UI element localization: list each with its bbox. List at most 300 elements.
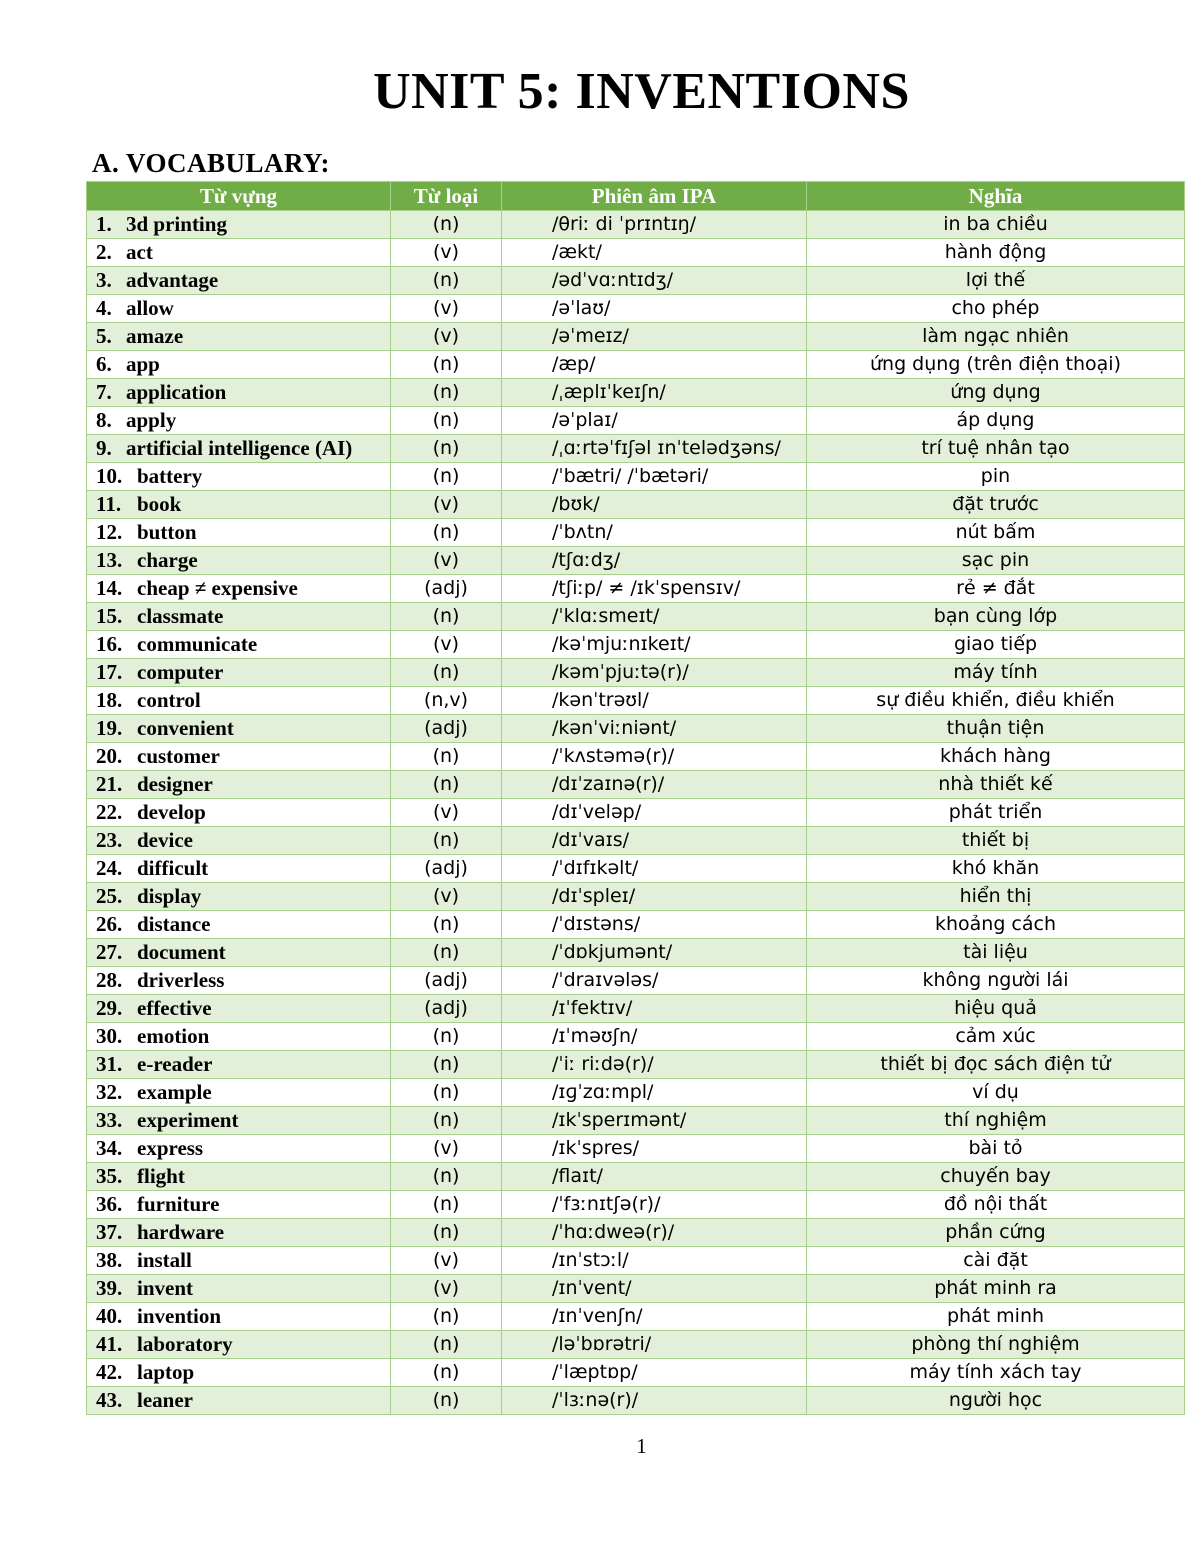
row-number: 18.	[96, 688, 123, 712]
cell-part-of-speech: (v)	[391, 883, 502, 911]
row-number: 24.	[96, 856, 123, 880]
vocab-word: battery	[137, 464, 203, 488]
vocab-word: advantage	[126, 268, 219, 292]
row-number: 8.	[96, 408, 112, 432]
cell-meaning: ví dụ	[807, 1079, 1185, 1107]
table-row	[87, 1135, 1185, 1163]
cell-ipa: /ɪkˈspres/	[502, 1135, 807, 1163]
cell-part-of-speech: (n)	[391, 435, 502, 463]
cell-word	[87, 771, 391, 799]
cell-word	[87, 1107, 391, 1135]
cell-word	[87, 715, 391, 743]
vocab-word: apply	[126, 408, 177, 432]
cell-part-of-speech: (n)	[391, 1387, 502, 1415]
row-number: 16.	[96, 632, 123, 656]
cell-meaning: chuyến bay	[807, 1163, 1185, 1191]
cell-ipa: /ˈklɑːsmeɪt/	[502, 603, 807, 631]
cell-part-of-speech: (n)	[391, 1023, 502, 1051]
cell-word	[87, 1135, 391, 1163]
cell-word	[87, 603, 391, 631]
page-number: 1	[636, 1434, 647, 1458]
table-row	[87, 1247, 1185, 1275]
cell-part-of-speech: (v)	[391, 547, 502, 575]
cell-part-of-speech: (n)	[391, 659, 502, 687]
cell-part-of-speech: (n)	[391, 519, 502, 547]
vocab-word: amaze	[126, 324, 184, 348]
table-row	[87, 295, 1185, 323]
row-number: 3.	[96, 268, 112, 292]
cell-part-of-speech: (n)	[391, 1163, 502, 1191]
vocabulary-table	[86, 181, 1185, 1415]
row-number: 13.	[96, 548, 123, 572]
row-number: 28.	[96, 968, 123, 992]
cell-word	[87, 211, 391, 239]
vocab-word: cheap ≠ expensive	[137, 576, 298, 600]
cell-meaning: ứng dụng (trên điện thoại)	[807, 351, 1185, 379]
cell-ipa: /ɪˈməʊʃn/	[502, 1023, 807, 1051]
cell-meaning: thí nghiệm	[807, 1107, 1185, 1135]
cell-word	[87, 1247, 391, 1275]
cell-part-of-speech: (v)	[391, 1275, 502, 1303]
table-row	[87, 771, 1185, 799]
cell-word	[87, 659, 391, 687]
cell-meaning: cho phép	[807, 295, 1185, 323]
cell-word	[87, 799, 391, 827]
cell-ipa: /kənˈtrəʊl/	[502, 687, 807, 715]
table-row	[87, 967, 1185, 995]
cell-word	[87, 1303, 391, 1331]
vocab-word: book	[137, 492, 182, 516]
cell-part-of-speech: (v)	[391, 1135, 502, 1163]
cell-meaning: nhà thiết kế	[807, 771, 1185, 799]
cell-word	[87, 267, 391, 295]
cell-meaning: khách hàng	[807, 743, 1185, 771]
cell-ipa: /kəmˈpjuːtə(r)/	[502, 659, 807, 687]
cell-word	[87, 295, 391, 323]
cell-part-of-speech: (v)	[391, 799, 502, 827]
cell-ipa: /dɪˈspleɪ/	[502, 883, 807, 911]
cell-ipa: /ˈbʌtn/	[502, 519, 807, 547]
vocab-word: device	[137, 828, 193, 852]
table-row	[87, 855, 1185, 883]
cell-ipa: /ˈbætri/ /ˈbætəri/	[502, 463, 807, 491]
cell-part-of-speech: (n)	[391, 603, 502, 631]
cell-meaning: phát minh	[807, 1303, 1185, 1331]
table-row	[87, 1331, 1185, 1359]
row-number: 35.	[96, 1164, 123, 1188]
cell-ipa: /ədˈvɑːntɪdʒ/	[502, 267, 807, 295]
cell-part-of-speech: (adj)	[391, 967, 502, 995]
cell-ipa: /ləˈbɒrətri/	[502, 1331, 807, 1359]
row-number: 34.	[96, 1136, 123, 1160]
cell-meaning: thiết bị	[807, 827, 1185, 855]
cell-meaning: khó khăn	[807, 855, 1185, 883]
cell-ipa: /ɪnˈstɔːl/	[502, 1247, 807, 1275]
row-number: 32.	[96, 1080, 123, 1104]
cell-word	[87, 855, 391, 883]
vocab-word: computer	[137, 660, 224, 684]
cell-part-of-speech: (n)	[391, 211, 502, 239]
vocab-word: charge	[137, 548, 198, 572]
vocab-word: laboratory	[137, 1332, 233, 1356]
cell-word	[87, 939, 391, 967]
cell-part-of-speech: (v)	[391, 1247, 502, 1275]
cell-ipa: /ˌɑːrtəˈfɪʃəl ɪnˈtelədʒəns/	[502, 435, 807, 463]
cell-meaning: sạc pin	[807, 547, 1185, 575]
row-number: 19.	[96, 716, 123, 740]
cell-ipa: /ˈdɒkjumənt/	[502, 939, 807, 967]
cell-ipa: /kəˈmjuːnɪkeɪt/	[502, 631, 807, 659]
cell-word	[87, 1275, 391, 1303]
row-number: 40.	[96, 1304, 123, 1328]
table-row	[87, 1023, 1185, 1051]
cell-meaning: trí tuệ nhân tạo	[807, 435, 1185, 463]
cell-part-of-speech: (n)	[391, 1079, 502, 1107]
table-row	[87, 1219, 1185, 1247]
cell-meaning: thuận tiện	[807, 715, 1185, 743]
cell-ipa: /tʃɑːdʒ/	[502, 547, 807, 575]
table-row	[87, 351, 1185, 379]
cell-part-of-speech: (n)	[391, 407, 502, 435]
table-body	[87, 211, 1185, 1415]
table-row	[87, 1163, 1185, 1191]
cell-ipa: /ˈlæptɒp/	[502, 1359, 807, 1387]
table-row	[87, 939, 1185, 967]
cell-ipa: /dɪˈvaɪs/	[502, 827, 807, 855]
cell-ipa: /æp/	[502, 351, 807, 379]
table-row	[87, 659, 1185, 687]
vocab-word: display	[137, 884, 202, 908]
table-row	[87, 547, 1185, 575]
cell-meaning: cài đặt	[807, 1247, 1185, 1275]
table-row	[87, 211, 1185, 239]
table-row	[87, 239, 1185, 267]
row-number: 29.	[96, 996, 123, 1020]
cell-meaning: hiệu quả	[807, 995, 1185, 1023]
row-number: 17.	[96, 660, 123, 684]
vocab-word: effective	[137, 996, 212, 1020]
cell-ipa: /ɪˈfektɪv/	[502, 995, 807, 1023]
vocab-word: emotion	[137, 1024, 210, 1048]
cell-word	[87, 323, 391, 351]
vocab-word: laptop	[137, 1360, 195, 1384]
cell-meaning: phòng thí nghiệm	[807, 1331, 1185, 1359]
table-row	[87, 995, 1185, 1023]
cell-meaning: pin	[807, 463, 1185, 491]
row-number: 10.	[96, 464, 123, 488]
vocab-word: furniture	[137, 1192, 220, 1216]
cell-word	[87, 1079, 391, 1107]
cell-word	[87, 379, 391, 407]
cell-part-of-speech: (n)	[391, 1051, 502, 1079]
cell-word	[87, 1163, 391, 1191]
row-number: 7.	[96, 380, 112, 404]
cell-part-of-speech: (n)	[391, 463, 502, 491]
row-number: 36.	[96, 1192, 123, 1216]
cell-ipa: /əˈlaʊ/	[502, 295, 807, 323]
cell-meaning: nút bấm	[807, 519, 1185, 547]
cell-meaning: lợi thế	[807, 267, 1185, 295]
cell-word	[87, 1051, 391, 1079]
table-row	[87, 1303, 1185, 1331]
row-number: 1.	[96, 212, 112, 236]
table-row	[87, 1191, 1185, 1219]
cell-word	[87, 1191, 391, 1219]
vocab-word: difficult	[137, 856, 209, 880]
row-number: 14.	[96, 576, 123, 600]
vocab-word: customer	[137, 744, 220, 768]
table-row	[87, 715, 1185, 743]
cell-part-of-speech: (n)	[391, 771, 502, 799]
table-row	[87, 1359, 1185, 1387]
cell-ipa: /ˈlɜːnə(r)/	[502, 1387, 807, 1415]
table-row	[87, 799, 1185, 827]
table-row	[87, 1107, 1185, 1135]
cell-word	[87, 1219, 391, 1247]
cell-meaning: sự điều khiển, điều khiển	[807, 687, 1185, 715]
vocab-word: classmate	[137, 604, 224, 628]
vocab-word: leaner	[137, 1388, 193, 1412]
cell-word	[87, 435, 391, 463]
table-row	[87, 1079, 1185, 1107]
cell-meaning: bài tỏ	[807, 1135, 1185, 1163]
section-heading: A. VOCABULARY:	[92, 148, 331, 178]
cell-word	[87, 547, 391, 575]
vocab-word: distance	[137, 912, 211, 936]
cell-meaning: phần cứng	[807, 1219, 1185, 1247]
cell-part-of-speech: (v)	[391, 631, 502, 659]
table-row	[87, 1051, 1185, 1079]
cell-ipa: /dɪˈveləp/	[502, 799, 807, 827]
cell-part-of-speech: (n)	[391, 1191, 502, 1219]
cell-meaning: đặt trước	[807, 491, 1185, 519]
cell-meaning: cảm xúc	[807, 1023, 1185, 1051]
row-number: 31.	[96, 1052, 123, 1076]
cell-word	[87, 967, 391, 995]
cell-ipa: /ɪɡˈzɑːmpl/	[502, 1079, 807, 1107]
cell-part-of-speech: (n)	[391, 267, 502, 295]
header-part-of-speech: Từ loại	[391, 182, 502, 211]
row-number: 27.	[96, 940, 123, 964]
row-number: 41.	[96, 1332, 123, 1356]
vocab-word: control	[137, 688, 201, 712]
table-row	[87, 883, 1185, 911]
cell-meaning: máy tính xách tay	[807, 1359, 1185, 1387]
cell-meaning: máy tính	[807, 659, 1185, 687]
table-row	[87, 267, 1185, 295]
vocab-word: convenient	[137, 716, 234, 740]
cell-meaning: làm ngạc nhiên	[807, 323, 1185, 351]
cell-ipa: /kənˈviːniənt/	[502, 715, 807, 743]
cell-word	[87, 631, 391, 659]
cell-part-of-speech: (n)	[391, 743, 502, 771]
cell-word	[87, 491, 391, 519]
cell-part-of-speech: (v)	[391, 491, 502, 519]
row-number: 30.	[96, 1024, 123, 1048]
cell-word	[87, 687, 391, 715]
cell-part-of-speech: (n)	[391, 911, 502, 939]
cell-ipa: /dɪˈzaɪnə(r)/	[502, 771, 807, 799]
table-row	[87, 575, 1185, 603]
cell-meaning: thiết bị đọc sách điện tử	[807, 1051, 1185, 1079]
row-number: 2.	[96, 240, 112, 264]
cell-word	[87, 519, 391, 547]
vocab-word: develop	[137, 800, 206, 824]
row-number: 6.	[96, 352, 112, 376]
cell-meaning: người học	[807, 1387, 1185, 1415]
vocab-word: e-reader	[137, 1052, 213, 1076]
cell-word	[87, 1331, 391, 1359]
row-number: 12.	[96, 520, 123, 544]
cell-meaning: phát triển	[807, 799, 1185, 827]
table-row	[87, 463, 1185, 491]
vocab-word: express	[137, 1136, 204, 1160]
cell-ipa: /ækt/	[502, 239, 807, 267]
row-number: 21.	[96, 772, 123, 796]
cell-word	[87, 463, 391, 491]
cell-ipa: /ˈdɪstəns/	[502, 911, 807, 939]
row-number: 23.	[96, 828, 123, 852]
table-row	[87, 379, 1185, 407]
cell-part-of-speech: (n)	[391, 379, 502, 407]
cell-ipa: /ˈhɑːdweə(r)/	[502, 1219, 807, 1247]
vocab-word: example	[137, 1080, 212, 1104]
cell-word	[87, 995, 391, 1023]
vocab-word: allow	[126, 296, 174, 320]
cell-word	[87, 1359, 391, 1387]
cell-ipa: /ˌæplɪˈkeɪʃn/	[502, 379, 807, 407]
row-number: 11.	[96, 492, 122, 516]
row-number: 37.	[96, 1220, 123, 1244]
vocab-word: app	[126, 352, 160, 376]
table-row	[87, 603, 1185, 631]
cell-part-of-speech: (v)	[391, 295, 502, 323]
vocab-word: hardware	[137, 1220, 225, 1244]
cell-part-of-speech: (n)	[391, 827, 502, 855]
cell-ipa: /əˈplaɪ/	[502, 407, 807, 435]
cell-meaning: bạn cùng lớp	[807, 603, 1185, 631]
vocab-word: act	[126, 240, 153, 264]
vocab-word: designer	[137, 772, 213, 796]
row-number: 43.	[96, 1388, 123, 1412]
cell-part-of-speech: (adj)	[391, 575, 502, 603]
table-header-row	[87, 182, 1185, 211]
cell-part-of-speech: (n)	[391, 1107, 502, 1135]
table-row	[87, 1387, 1185, 1415]
vocab-word: install	[137, 1248, 192, 1272]
vocab-word: driverless	[137, 968, 225, 992]
cell-word	[87, 883, 391, 911]
cell-meaning: không người lái	[807, 967, 1185, 995]
vocab-word: flight	[137, 1164, 185, 1188]
cell-part-of-speech: (n)	[391, 1331, 502, 1359]
cell-meaning: giao tiếp	[807, 631, 1185, 659]
cell-word	[87, 1387, 391, 1415]
cell-part-of-speech: (n)	[391, 1303, 502, 1331]
row-number: 4.	[96, 296, 112, 320]
cell-meaning: ứng dụng	[807, 379, 1185, 407]
table-row	[87, 687, 1185, 715]
table-row	[87, 827, 1185, 855]
cell-word	[87, 1023, 391, 1051]
cell-ipa: /ˈfɜːnɪtʃə(r)/	[502, 1191, 807, 1219]
row-number: 33.	[96, 1108, 123, 1132]
cell-word	[87, 407, 391, 435]
cell-part-of-speech: (v)	[391, 323, 502, 351]
vocab-word: experiment	[137, 1108, 239, 1132]
cell-word	[87, 239, 391, 267]
cell-word	[87, 575, 391, 603]
row-number: 15.	[96, 604, 123, 628]
cell-part-of-speech: (n)	[391, 1359, 502, 1387]
cell-part-of-speech: (n,v)	[391, 687, 502, 715]
table-row	[87, 435, 1185, 463]
cell-word	[87, 911, 391, 939]
cell-ipa: /ɪkˈsperɪmənt/	[502, 1107, 807, 1135]
cell-meaning: in ba chiều	[807, 211, 1185, 239]
row-number: 39.	[96, 1276, 123, 1300]
cell-part-of-speech: (n)	[391, 1219, 502, 1247]
cell-ipa: /ˈdraɪvələs/	[502, 967, 807, 995]
vocab-word: communicate	[137, 632, 258, 656]
vocab-word: document	[137, 940, 226, 964]
row-number: 38.	[96, 1248, 123, 1272]
cell-ipa: /θriː di ˈprɪntɪŋ/	[502, 211, 807, 239]
table-row	[87, 519, 1185, 547]
cell-part-of-speech: (v)	[391, 239, 502, 267]
row-number: 20.	[96, 744, 123, 768]
cell-meaning: hiển thị	[807, 883, 1185, 911]
cell-meaning: rẻ ≠ đắt	[807, 575, 1185, 603]
vocab-word: invention	[137, 1304, 222, 1328]
cell-ipa: /ˈdɪfɪkəlt/	[502, 855, 807, 883]
vocab-word: invent	[137, 1276, 194, 1300]
cell-part-of-speech: (n)	[391, 351, 502, 379]
row-number: 42.	[96, 1360, 123, 1384]
row-number: 9.	[96, 436, 112, 460]
table-row	[87, 323, 1185, 351]
table-row	[87, 491, 1185, 519]
row-number: 5.	[96, 324, 112, 348]
table-row	[87, 631, 1185, 659]
cell-ipa: /əˈmeɪz/	[502, 323, 807, 351]
cell-meaning: phát minh ra	[807, 1275, 1185, 1303]
cell-part-of-speech: (adj)	[391, 715, 502, 743]
cell-meaning: áp dụng	[807, 407, 1185, 435]
cell-ipa: /ˈiː riːdə(r)/	[502, 1051, 807, 1079]
cell-meaning: đồ nội thất	[807, 1191, 1185, 1219]
cell-word	[87, 351, 391, 379]
cell-part-of-speech: (adj)	[391, 995, 502, 1023]
row-number: 22.	[96, 800, 123, 824]
cell-ipa: /ˈkʌstəmə(r)/	[502, 743, 807, 771]
cell-part-of-speech: (n)	[391, 939, 502, 967]
vocab-word: 3d printing	[126, 212, 227, 236]
header-word: Từ vựng	[87, 182, 391, 211]
page-title: UNIT 5: INVENTIONS	[373, 63, 910, 120]
cell-meaning: khoảng cách	[807, 911, 1185, 939]
row-number: 25.	[96, 884, 123, 908]
vocab-word: artificial intelligence (AI)	[126, 436, 353, 460]
row-number: 26.	[96, 912, 123, 936]
cell-ipa: /ɪnˈvent/	[502, 1275, 807, 1303]
table-row	[87, 407, 1185, 435]
cell-part-of-speech: (adj)	[391, 855, 502, 883]
cell-word	[87, 827, 391, 855]
vocab-word: button	[137, 520, 197, 544]
table-row	[87, 911, 1185, 939]
table-row	[87, 743, 1185, 771]
